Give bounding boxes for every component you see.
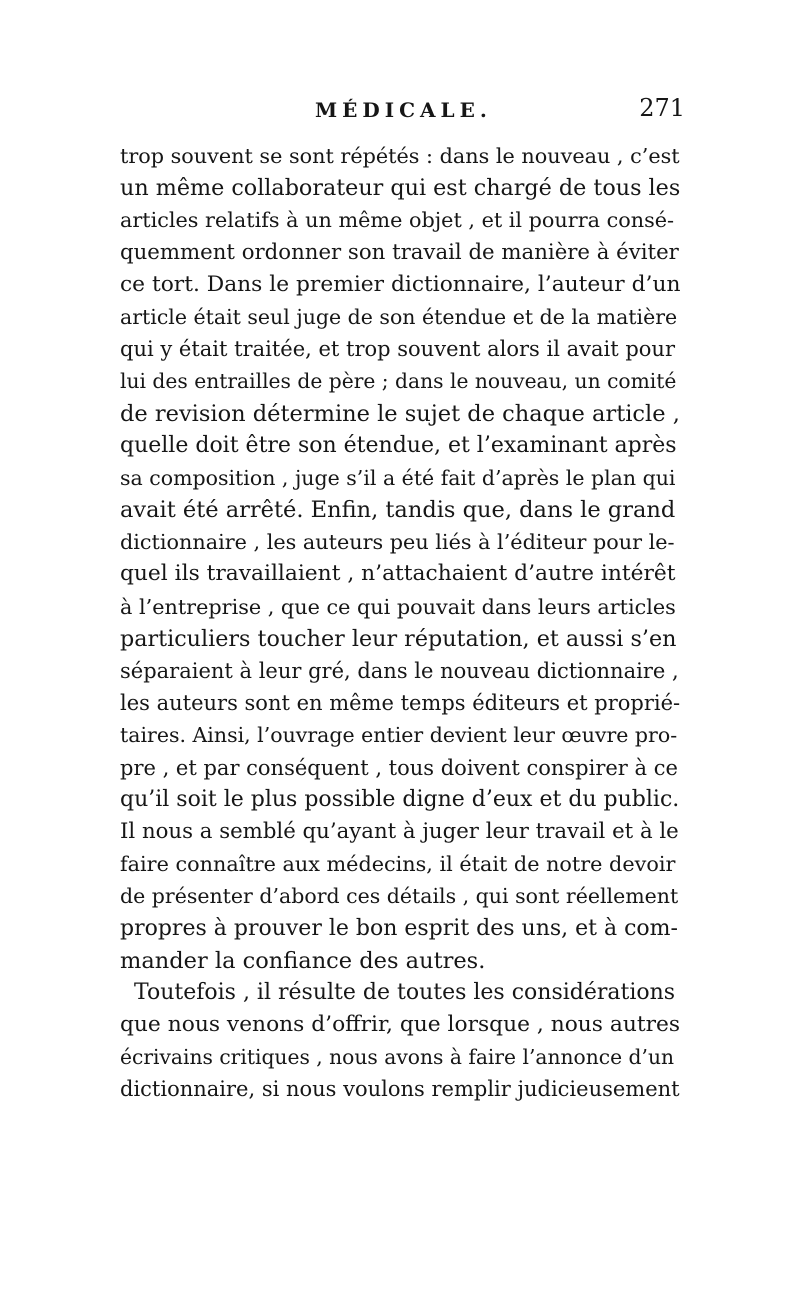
text-line: de revision détermine le sujet de chaque article , xyxy=(120,400,680,427)
text-line: ce tort. Dans le premier dictionnaire, l’auteur d’un xyxy=(120,271,681,297)
text-line: pre , et par conséquent , tous doivent conspirer à ce xyxy=(120,755,678,780)
text-line: quel ils travaillaient , n’attachaient d’autre intérêt xyxy=(120,561,676,587)
text-line: particuliers toucher leur réputation, et aussi s’en xyxy=(120,625,677,652)
text-line: propres à prouver le bon esprit des uns, et à com- xyxy=(120,915,678,941)
page-number: 271 xyxy=(639,94,685,122)
text-line: sa composition , juge s’il a été fait d’après le plan qui xyxy=(120,465,676,490)
text-line: mander la confiance des autres. xyxy=(120,947,486,974)
text-line: avait été arrêté. Enfin, tandis que, dans le grand xyxy=(120,497,676,524)
running-head xyxy=(125,94,685,132)
text-line: les auteurs sont en même temps éditeurs et proprié- xyxy=(120,691,681,716)
text-line: de présenter d’abord ces détails , qui sont réellement xyxy=(120,884,679,909)
text-line: qu’il soit le plus possible digne d’eux et du public. xyxy=(120,786,680,812)
text-line: articles relatifs à un même objet , et il pourra consé- xyxy=(120,208,675,233)
text-line: dictionnaire, si nous voulons remplir judicieusement xyxy=(120,1077,680,1102)
text-line: à l’entreprise , que ce qui pouvait dans leurs articles xyxy=(120,594,676,619)
text-line: écrivains critiques , nous avons à faire l’annonce d’un xyxy=(120,1045,675,1070)
text-line: quemment ordonner son travail de manière à éviter xyxy=(120,239,679,265)
text-line: trop souvent se sont répétés : dans le nouveau , c’est xyxy=(120,144,680,168)
text-line: un même collaborateur qui est chargé de tous les xyxy=(120,175,681,202)
text-line: que nous venons d’offrir, que lorsque , nous autres xyxy=(120,1012,681,1038)
text-line: quelle doit être son étendue, et l’examinant après xyxy=(120,432,677,458)
text-line: séparaient à leur gré, dans le nouveau dictionnaire , xyxy=(120,659,679,683)
text-line: Toutefois , il résulte de toutes les considérations xyxy=(134,979,676,1005)
running-title: MÉDICALE. xyxy=(315,98,492,122)
text-line: faire connaître aux médecins, il était de notre devoir xyxy=(120,852,676,877)
text-line: article était seul juge de son étendue et de la matière xyxy=(120,304,678,329)
text-line: taires. Ainsi, l’ouvrage entier devient leur œuvre pro- xyxy=(120,723,678,748)
text-line: dictionnaire , les auteurs peu liés à l’éditeur pour le- xyxy=(120,530,675,555)
text-line: lui des entrailles de père ; dans le nouveau, un comité xyxy=(120,369,677,394)
text-line: Il nous a semblé qu’ayant à juger leur travail et à le xyxy=(120,818,679,844)
body-text xyxy=(120,140,680,1106)
text-line: qui y était traitée, et trop souvent alors il avait pour xyxy=(120,337,675,362)
